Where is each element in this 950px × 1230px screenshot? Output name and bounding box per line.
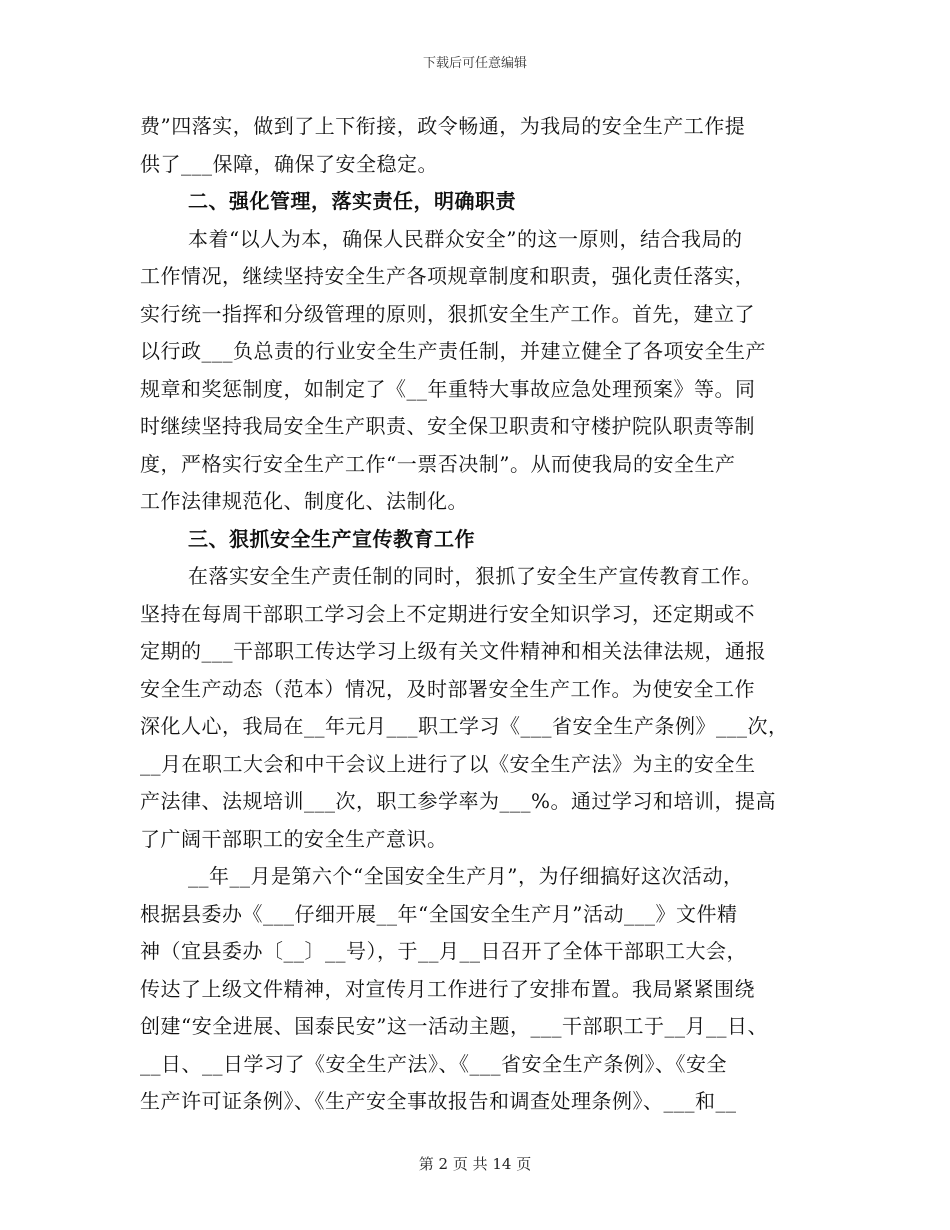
- page-number: 第 2 页 共 14 页: [418, 1155, 532, 1173]
- body-line: 工作法律规范化、制度化、法制化。: [140, 489, 468, 513]
- body-line: 神（宜县委办〔__〕__号），于__月__日召开了全体干部职工大会，: [140, 939, 747, 963]
- body-line: 以行政___负总责的行业安全生产责任制，并建立健全了各项安全生产: [140, 339, 766, 363]
- document-body: [140, 108, 812, 1121]
- body-line: __日、__日学习了《安全生产法》、《___省安全生产条例》、《安全: [140, 1051, 727, 1076]
- section-heading-2: 二、强化管理，落实责任，明确职责: [188, 189, 516, 213]
- body-line: 在落实安全生产责任制的同时，狠抓了安全生产宣传教育工作。: [188, 564, 762, 588]
- section-heading-3: 三、狠抓安全生产宣传教育工作: [188, 526, 475, 551]
- body-line: 生产许可证条例》、《生产安全事故报告和调查处理条例》、___和__: [140, 1089, 737, 1113]
- body-line: __月在职工大会和中干会议上进行了以《安全生产法》为主的安全生: [140, 751, 756, 776]
- body-line: 实行统一指挥和分级管理的原则，狠抓安全生产工作。首先，建立了: [140, 301, 755, 326]
- body-line: 了广阔干部职工的安全生产意识。: [140, 826, 448, 851]
- body-line: 供了___保障，确保了安全稳定。: [140, 151, 438, 176]
- body-line: __年__月是第六个“全国安全生产月”，为仔细搞好这次活动，: [188, 864, 744, 888]
- body-line: 安全生产动态（范本）情况，及时部署安全生产工作。为使安全工作: [140, 676, 755, 701]
- body-line: 工作情况，继续坚持安全生产各项规章制度和职责，强化责任落实，: [140, 264, 755, 288]
- body-line: 度，严格实行安全生产工作“一票否决制”。从而使我局的安全生产: [140, 451, 736, 476]
- body-line: 根据县委办《___仔细开展__年“全国安全生产月”活动___》文件精: [140, 901, 738, 926]
- body-line: 产法律、法规培训___次，职工参学率为___%。通过学习和培训，提高: [140, 789, 777, 813]
- body-line: 深化人心，我局在__年元月___职工学习《___省安全生产条例》___次，: [140, 714, 789, 738]
- body-line: 本着“以人为本，确保人民群众安全”的这一原则，结合我局的: [188, 226, 743, 251]
- body-line: 创建“安全进展、国泰民安”这一活动主题，___干部职工于__月__日、: [140, 1014, 768, 1038]
- body-line: 传达了上级文件精神，对宣传月工作进行了安排布置。我局紧紧围绕: [140, 976, 755, 1001]
- body-line: 坚持在每周干部职工学习会上不定期进行安全知识学习，还定期或不: [140, 601, 755, 626]
- body-line: 定期的___干部职工传达学习上级有关文件精神和相关法律法规，通报: [140, 639, 766, 663]
- body-line: 规章和奖惩制度，如制定了《__年重特大事故应急处理预案》等。同: [140, 376, 756, 401]
- page-header: 下载后可任意编辑: [422, 56, 527, 71]
- body-line: 费”四落实，做到了上下衔接，政令畅通，为我局的安全生产工作提: [140, 114, 746, 138]
- body-line: 时继续坚持我局安全生产职责、安全保卫职责和守楼护院队职责等制: [140, 414, 755, 438]
